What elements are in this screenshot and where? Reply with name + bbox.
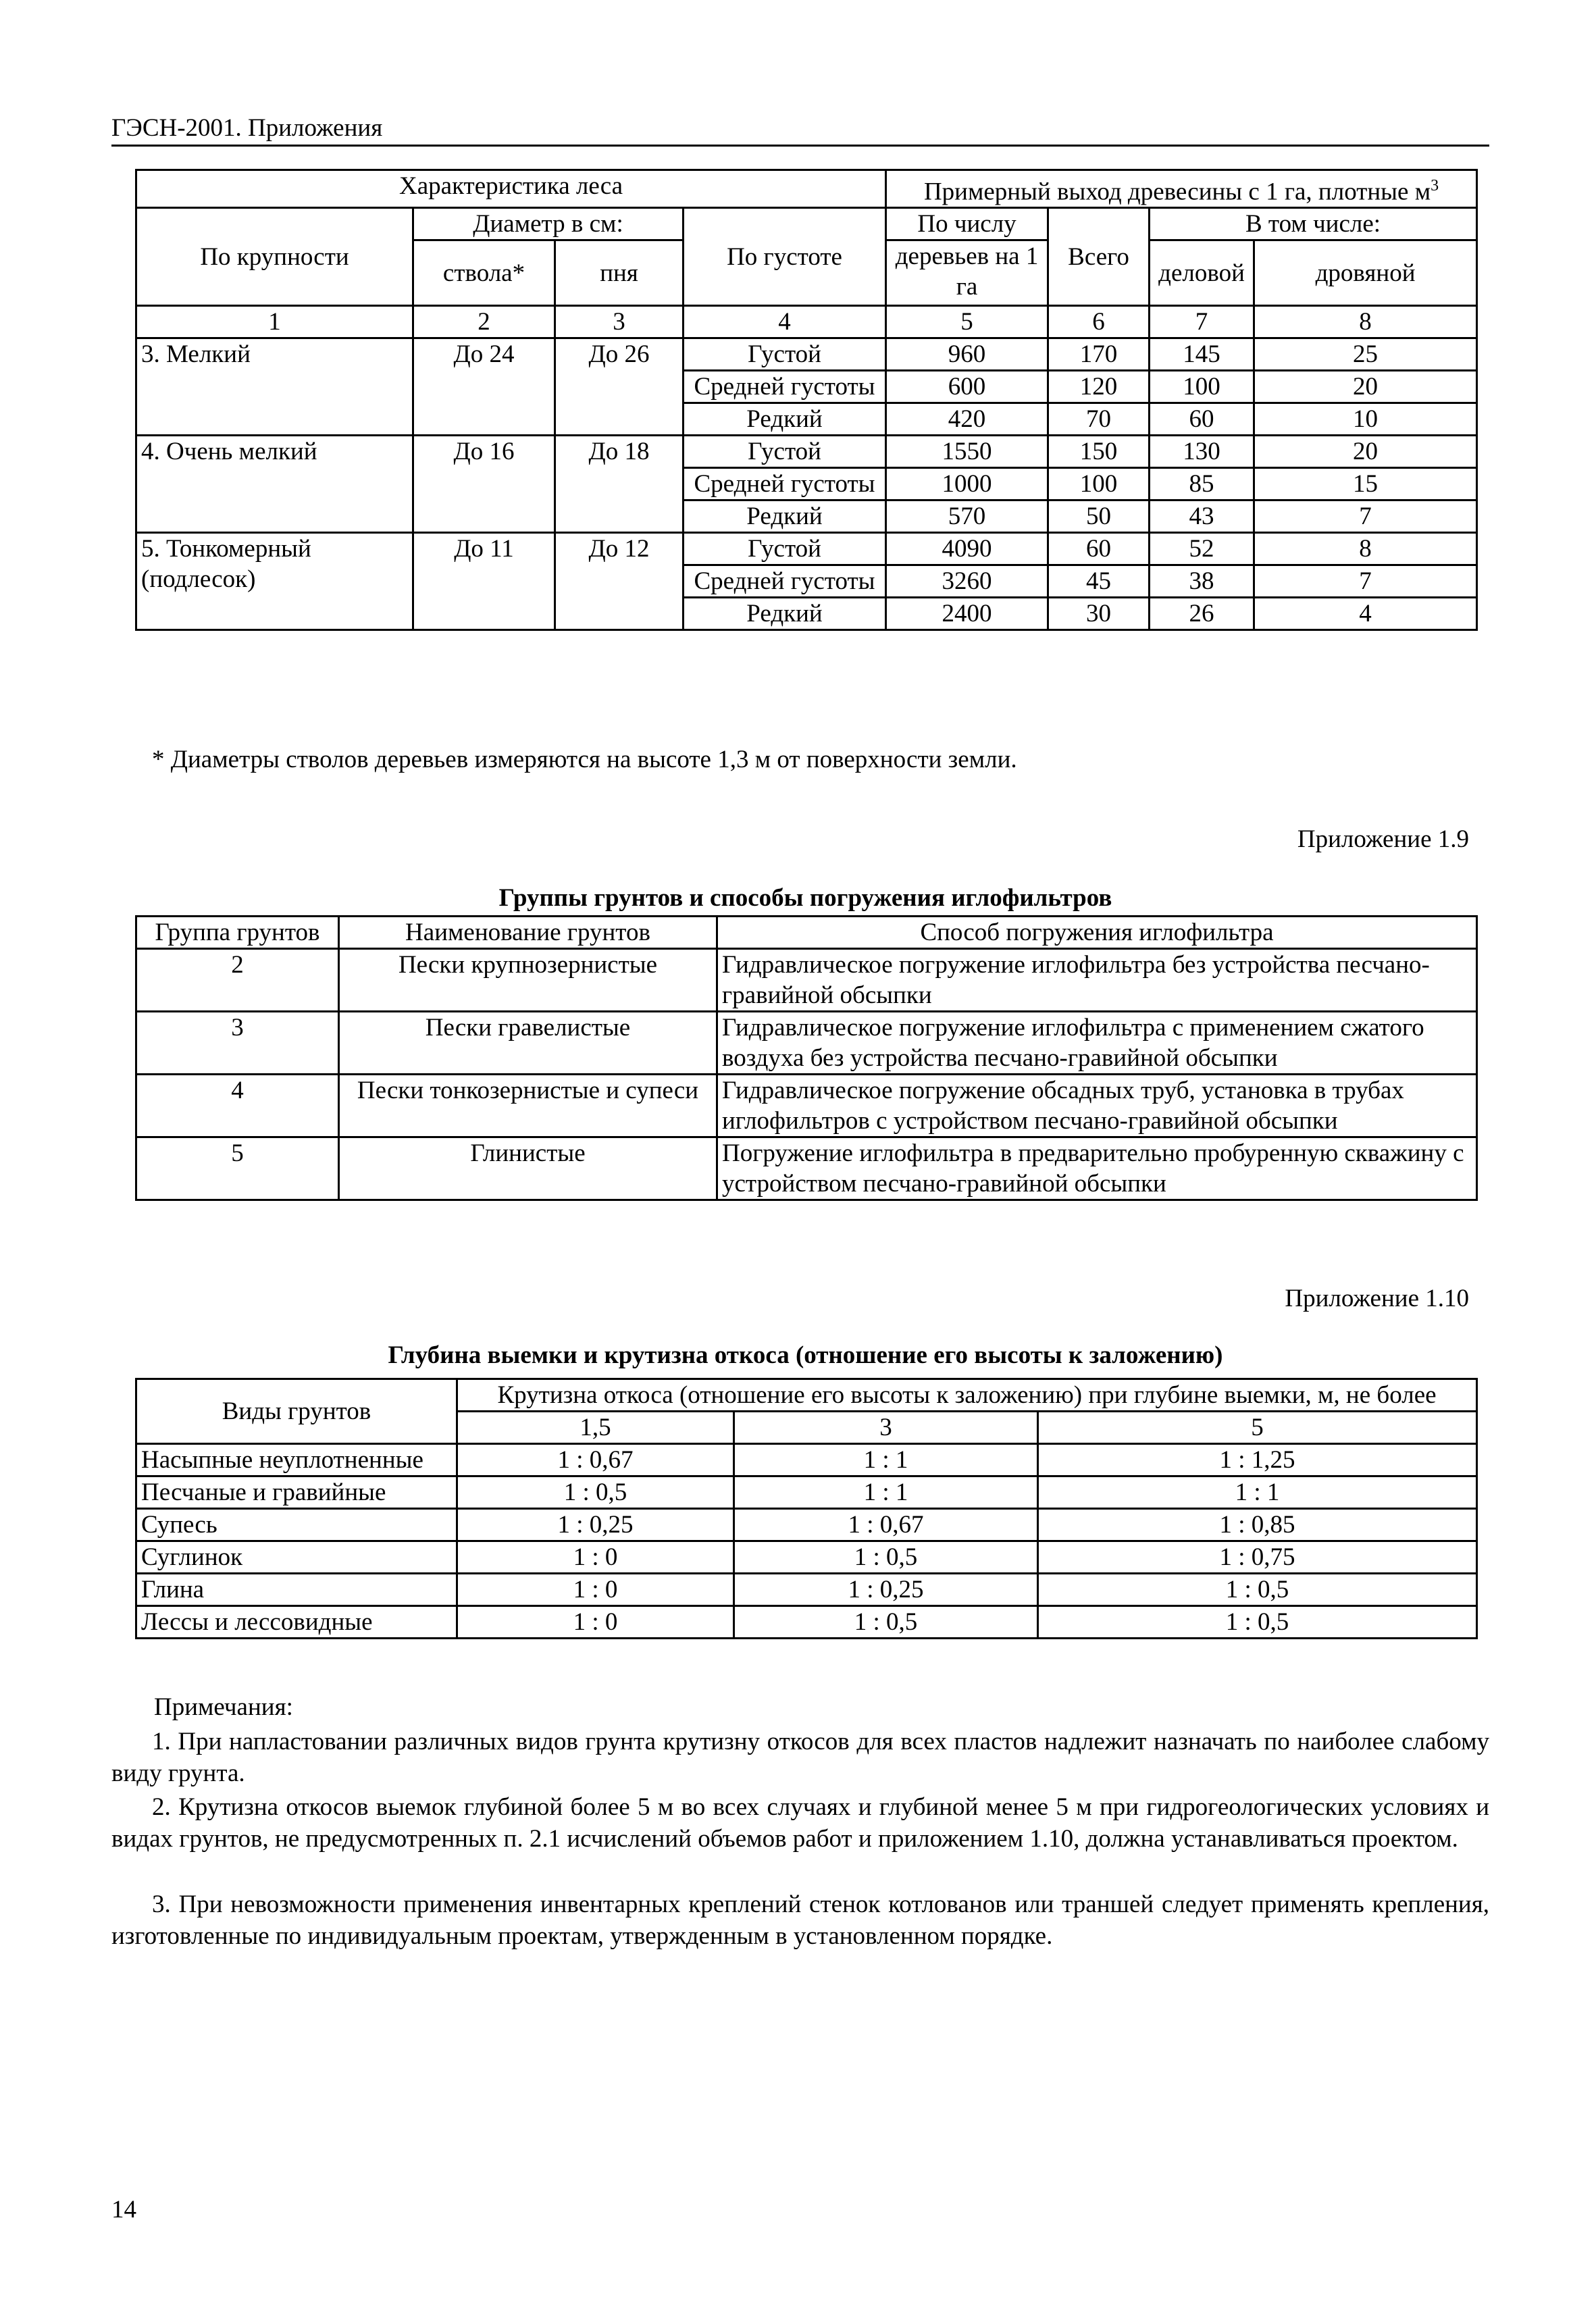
size-class: 4. Очень мелкий [136, 436, 413, 533]
appendix-1-10-title: Глубина выемки и крутизна откоса (отношение его высоты к заложению) [388, 1341, 1223, 1369]
column-number: 7 [1150, 306, 1254, 338]
trunk-diameter: До 24 [413, 338, 555, 436]
depth-value: 5 [1038, 1412, 1477, 1444]
column-number: 4 [684, 306, 886, 338]
table-row [136, 1444, 1477, 1476]
appendix-1-9-title: Группы грунтов и способы погружения иглофильтров [498, 884, 1112, 912]
total-yield: 45 [1048, 565, 1150, 598]
depth-value: 1,5 [457, 1412, 734, 1444]
firewood-yield: 4 [1254, 598, 1477, 630]
header-slope: Крутизна откоса (отношение его высоты к заложению) при глубине выемки, м, не более [457, 1379, 1477, 1412]
header-soil-type: Виды грунтов [136, 1379, 457, 1444]
page-number: 14 [111, 2196, 136, 2223]
soil-type: Песчаные и гравийные [136, 1476, 457, 1509]
stump-diameter: До 18 [555, 436, 684, 533]
firewood-yield: 25 [1254, 338, 1477, 371]
density: Густой [684, 338, 886, 371]
trees-per-ha: 600 [886, 371, 1048, 403]
table-row [136, 1574, 1477, 1606]
trees-per-ha: 570 [886, 500, 1048, 533]
page-header: ГЭСН-2001. Приложения [111, 113, 1489, 147]
header-lumber: деловой [1150, 240, 1254, 306]
slope-ratio: 1 : 0,25 [734, 1574, 1038, 1606]
slope-ratio: 1 : 0 [457, 1541, 734, 1574]
slope-ratio: 1 : 0,25 [457, 1509, 734, 1541]
firewood-yield: 20 [1254, 436, 1477, 468]
stump-diameter: До 12 [555, 533, 684, 630]
lumber-yield: 26 [1150, 598, 1254, 630]
slope-table [135, 1378, 1478, 1639]
header-forest-characteristic: Характеристика леса [136, 170, 886, 208]
lumber-yield: 145 [1150, 338, 1254, 371]
wellpoint-table [135, 915, 1478, 1201]
density: Редкий [684, 403, 886, 436]
table-row [136, 436, 1477, 468]
header-total: Всего [1048, 208, 1150, 306]
size-class: 3. Мелкий [136, 338, 413, 436]
trees-per-ha: 420 [886, 403, 1048, 436]
total-yield: 70 [1048, 403, 1150, 436]
column-number: 1 [136, 306, 413, 338]
notes-title: Примечания: [154, 1693, 293, 1721]
slope-ratio: 1 : 1 [1038, 1476, 1477, 1509]
slope-ratio: 1 : 0,5 [1038, 1606, 1477, 1639]
soil-type: Глина [136, 1574, 457, 1606]
column-number: 5 [886, 306, 1048, 338]
header-trunk: ствола* [413, 240, 555, 306]
soil-group: 5 [136, 1137, 339, 1200]
slope-ratio: 1 : 0,5 [457, 1476, 734, 1509]
method: Гидравлическое погружение иглофильтра без устройства песчано-гравийной обсыпки [717, 949, 1477, 1012]
trees-per-ha: 3260 [886, 565, 1048, 598]
soil-group: 4 [136, 1075, 339, 1137]
slope-ratio: 1 : 1 [734, 1476, 1038, 1509]
lumber-yield: 100 [1150, 371, 1254, 403]
trees-per-ha: 1550 [886, 436, 1048, 468]
slope-ratio: 1 : 0,67 [457, 1444, 734, 1476]
soil-name: Пески гравелистые [339, 1012, 717, 1075]
header-by-density: По густоте [684, 208, 886, 306]
lumber-yield: 43 [1150, 500, 1254, 533]
column-number: 2 [413, 306, 555, 338]
header-stump: пня [555, 240, 684, 306]
header-by-size: По крупности [136, 208, 413, 306]
soil-type: Супесь [136, 1509, 457, 1541]
firewood-yield: 7 [1254, 500, 1477, 533]
table-row [136, 533, 1477, 565]
total-yield: 150 [1048, 436, 1150, 468]
note-2: 2. Крутизна откосов выемок глубиной более 5 м во всех случаях и глубиной менее 5 м при гидрогеологических условиях и видах грунтов, не предусмотренных п. 2.1 исчислений объемов работ и приложением 1.10, должна устанавливаться проектом. [111, 1793, 1489, 1853]
density: Средней густоты [684, 468, 886, 500]
soil-type: Насыпные неуплотненные [136, 1444, 457, 1476]
total-yield: 120 [1048, 371, 1150, 403]
header-by-count: По числу [886, 208, 1048, 240]
forest-yield-table [135, 169, 1478, 631]
column-number: 6 [1048, 306, 1150, 338]
table-row [136, 949, 1477, 1012]
depth-value: 3 [734, 1412, 1038, 1444]
density: Редкий [684, 598, 886, 630]
total-yield: 170 [1048, 338, 1150, 371]
table-row [136, 1137, 1477, 1200]
header-soil-name: Наименование грунтов [339, 917, 717, 949]
slope-ratio: 1 : 0,75 [1038, 1541, 1477, 1574]
total-yield: 50 [1048, 500, 1150, 533]
firewood-yield: 10 [1254, 403, 1477, 436]
column-number: 3 [555, 306, 684, 338]
method: Гидравлическое погружение обсадных труб, установка в трубах иглофильтров с устройством песчано-гравийной обсыпки [717, 1075, 1477, 1137]
trees-per-ha: 4090 [886, 533, 1048, 565]
trees-per-ha: 2400 [886, 598, 1048, 630]
density: Средней густоты [684, 565, 886, 598]
trees-per-ha: 960 [886, 338, 1048, 371]
note-1: 1. При напластовании различных видов грунта крутизну откосов для всех пластов надлежит назначать по наиболее слабому виду грунта. [111, 1728, 1489, 1787]
slope-ratio: 1 : 0 [457, 1574, 734, 1606]
lumber-yield: 52 [1150, 533, 1254, 565]
total-yield: 60 [1048, 533, 1150, 565]
table-row [136, 1541, 1477, 1574]
header-trees-per-ha: деревьев на 1 га [886, 240, 1048, 306]
table-footnote: * Диаметры стволов деревьев измеряются на высоте 1,3 м от поверхности земли. [152, 746, 1017, 773]
slope-ratio: 1 : 0,5 [734, 1541, 1038, 1574]
lumber-yield: 85 [1150, 468, 1254, 500]
soil-group: 3 [136, 1012, 339, 1075]
slope-ratio: 1 : 0,85 [1038, 1509, 1477, 1541]
lumber-yield: 60 [1150, 403, 1254, 436]
method: Погружение иглофильтра в предварительно пробуренную скважину с устройством песчано-гравийной обсыпки [717, 1137, 1477, 1200]
table-row [136, 338, 1477, 371]
table-row [136, 1606, 1477, 1639]
soil-type: Лессы и лессовидные [136, 1606, 457, 1639]
slope-ratio: 1 : 1 [734, 1444, 1038, 1476]
soil-group: 2 [136, 949, 339, 1012]
density: Густой [684, 533, 886, 565]
slope-ratio: 1 : 0,5 [734, 1606, 1038, 1639]
header-wood-yield: Примерный выход древесины с 1 га, плотные $м^3$ [886, 170, 1477, 208]
appendix-1-10-label: Приложение 1.10 [1285, 1285, 1469, 1312]
stump-diameter: До 26 [555, 338, 684, 436]
table-row [136, 1075, 1477, 1137]
firewood-yield: 20 [1254, 371, 1477, 403]
soil-name: Пески крупнозернистые [339, 949, 717, 1012]
trunk-diameter: До 16 [413, 436, 555, 533]
header-diameter: Диаметр в см: [413, 208, 684, 240]
lumber-yield: 38 [1150, 565, 1254, 598]
header-soil-group: Группа грунтов [136, 917, 339, 949]
column-number: 8 [1254, 306, 1477, 338]
header-method: Способ погружения иглофильтра [717, 917, 1477, 949]
soil-name: Глинистые [339, 1137, 717, 1200]
trees-per-ha: 1000 [886, 468, 1048, 500]
firewood-yield: 7 [1254, 565, 1477, 598]
total-yield: 30 [1048, 598, 1150, 630]
table-row [136, 1476, 1477, 1509]
density: Густой [684, 436, 886, 468]
note-3: 3. При невозможности применения инвентарных креплений стенок котлованов или траншей следует применять крепления, изготовленные по индивидуальным проектам, утвержденным в установленном порядке. [111, 1891, 1489, 1950]
method: Гидравлическое погружение иглофильтра с применением сжатого воздуха без устройства песчано-гравийной обсыпки [717, 1012, 1477, 1075]
firewood-yield: 8 [1254, 533, 1477, 565]
soil-name: Пески тонкозернистые и супеси [339, 1075, 717, 1137]
table-row [136, 1012, 1477, 1075]
slope-ratio: 1 : 1,25 [1038, 1444, 1477, 1476]
firewood-yield: 15 [1254, 468, 1477, 500]
density: Средней густоты [684, 371, 886, 403]
column-number-row [136, 306, 1477, 338]
appendix-1-9-label: Приложение 1.9 [1297, 825, 1469, 853]
trunk-diameter: До 11 [413, 533, 555, 630]
soil-type: Суглинок [136, 1541, 457, 1574]
slope-ratio: 1 : 0 [457, 1606, 734, 1639]
slope-ratio: 1 : 0,5 [1038, 1574, 1477, 1606]
total-yield: 100 [1048, 468, 1150, 500]
size-class: 5. Тонкомерный (подлесок) [136, 533, 413, 630]
table-row [136, 1509, 1477, 1541]
slope-ratio: 1 : 0,67 [734, 1509, 1038, 1541]
header-including: В том числе: [1150, 208, 1477, 240]
header-firewood: дровяной [1254, 240, 1477, 306]
density: Редкий [684, 500, 886, 533]
lumber-yield: 130 [1150, 436, 1254, 468]
